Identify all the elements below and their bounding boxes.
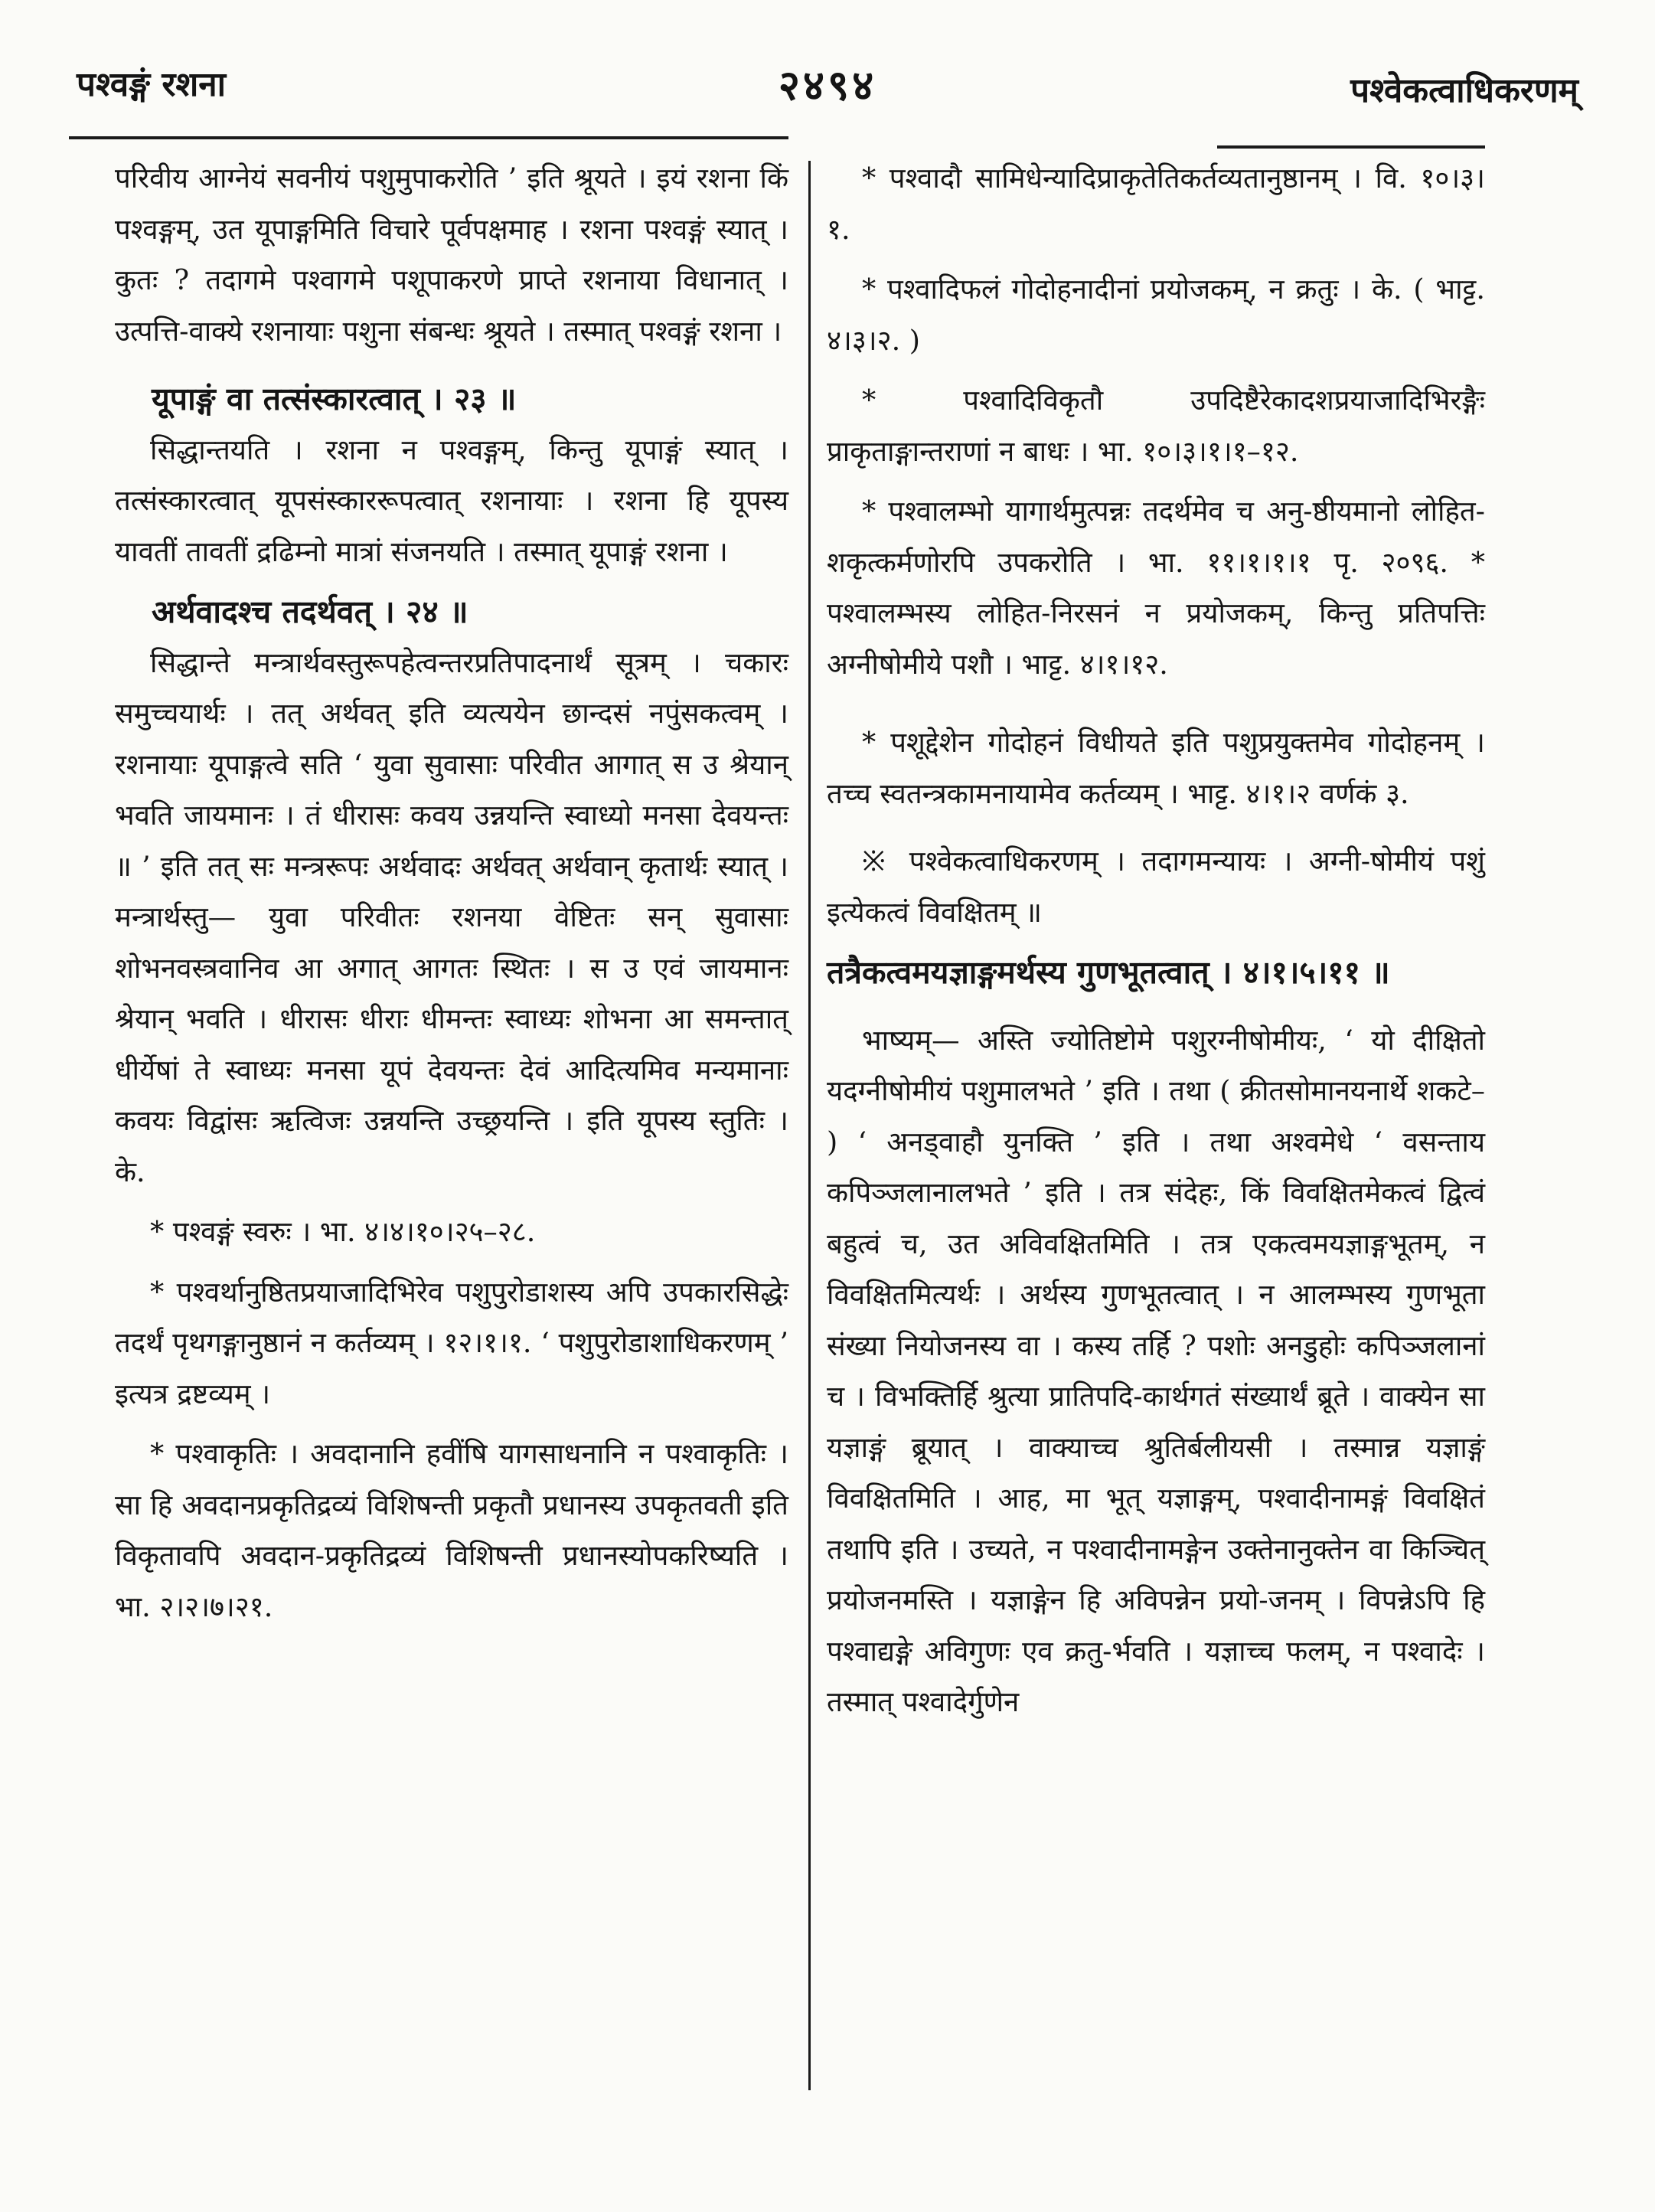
- left-column: [115, 153, 788, 1632]
- adhikarana-title: ※ पश्वेकत्वाधिकरणम् । तदागमन्यायः । अग्नी-षोमीयं पशुं इत्येकत्वं विवक्षितम् ॥: [827, 845, 1485, 929]
- column-divider: [808, 161, 811, 2090]
- paragraph: परिवीय आग्नेयं सवनीयं पशुमुपाकरोति ’ इति श्रूयते । इयं रशना किं पश्वङ्गम्, उत यूपाङ्गमिति विचारे पूर्वपक्षमाह । रशना पश्वङ्गं स्यात् । कुतः ? तदागमे पश्वागमे पशूपाकरणे प्राप्ते रशनाया विधानात् । उत्पत्ति-वाक्ये रशनायाः पशुना संबन्धः श्रूयते । तस्मात् पश्वङ्गं रशना ।: [115, 162, 788, 348]
- cross-reference: * पश्वाकृतिः । अवदानानि हवींषि यागसाधनानि न पश्वाकृतिः । सा हि अवदानप्रकृतिद्रव्यं विशिषन्ती प्रकृतौ प्रधानस्य उपकृतवती इति विकृतावपि अवदान-प्रकृतिद्रव्यं विशिषन्ती प्रधानस्योपकरिष्यति । भा. २।२।७।२१.: [115, 1437, 788, 1623]
- sutra-heading: अर्थवादश्च तदर्थवत् । २४ ॥: [152, 593, 468, 630]
- cross-reference: * पशूद्देशेन गोदोहनं विधीयते इति पशुप्रयुक्तमेव गोदोहनम् । तच्च स्वतन्त्रकामनायामेव कर्तव्यम् । भाट्ट. ४।१।२ वर्णकं ३.: [827, 726, 1485, 810]
- cross-reference: * पश्वादिफलं गोदोहनादीनां प्रयोजकम्, न क्रतुः । के. ( भाट्ट. ४।३।२. ): [827, 273, 1485, 357]
- sutra-heading: यूपाङ्गं वा तत्संस्कारत्वात् । २३ ॥: [152, 381, 517, 417]
- header-rule-left: [69, 136, 788, 139]
- page-header: [77, 60, 1578, 121]
- paragraph: सिद्धान्ते मन्त्रार्थवस्तुरूपहेत्वन्तरप्रतिपादनार्थं सूत्रम् । चकारः समुच्चयार्थः । तत् अर्थवत् इति व्यत्ययेन छान्दसं नपुंसकत्वम् । रशनायाः यूपाङ्गत्वे सति ‘ युवा सुवासाः परिवीत आगात् स उ श्रेयान् भवति जायमानः । तं धीरासः कवय उन्नयन्ति स्वाध्यो मनसा देवयन्तः ॥ ’ इति तत् सः मन्त्ररूपः अर्थवादः अर्थवत् अर्थवान् कृतार्थः स्यात् । मन्त्रार्थस्तु— युवा परिवीतः रशनया वेष्टितः सन् सुवासाः शोभनवस्त्रवानिव आ अगात् आगतः स्थितः । स उ एवं जायमानः श्रेयान् भवति । धीरासः धीराः धीमन्तः स्वाध्यः शोभना आ समन्तात् धीर्येषां ते स्वाध्यः मनसा यूपं देवयन्तः देवं आदित्यमिव मन्यमानाः कवयः विद्वांसः ऋत्विजः उन्नयन्ति उच्छ्रयन्ति । इति यूपस्य स्तुतिः । के.: [115, 645, 788, 1188]
- sutra-heading: तत्रैकत्वमयज्ञाङ्गमर्थस्य गुणभूतत्वात् । ४।१।५।११ ॥: [827, 954, 1390, 991]
- page-number: २४९४: [778, 60, 877, 109]
- header-rule-right: [1217, 145, 1485, 149]
- right-column: [827, 153, 1485, 1728]
- paragraph: सिद्धान्तयति । रशना न पश्वङ्गम्, किन्तु यूपाङ्गं स्यात् । तत्संस्कारत्वात् यूपसंस्काररूपत्वात् रशनायाः । रशना हि यूपस्य यावतीं तावतीं द्रढिम्नो मात्रां संजनयति । तस्मात् यूपाङ्गं रशना ।: [115, 433, 788, 568]
- running-head-right: पश्वेकत्वाधिकरणम्: [1350, 71, 1578, 110]
- running-head-left: पश्वङ्गं रशना: [77, 65, 227, 104]
- bhashya-paragraph: भाष्यम्— अस्ति ज्योतिष्टोमे पशुरग्नीषोमीयः, ‘ यो दीक्षितो यदग्नीषोमीयं पशुमालभते ’ इति । तथा ( क्रीतसोमानयनार्थे शकटे– ) ‘ अनड्वाहौ युनक्ति ’ इति । तथा अश्वमेधे ‘ वसन्ताय कपिञ्जलानालभते ’ इति । तत्र संदेहः, किं विवक्षितमेकत्वं द्वित्वं बहुत्वं च, उत अविवक्षितमिति । तत्र एकत्वमयज्ञाङ्गभूतम्, न विवक्षितमित्यर्थः । अर्थस्य गुणभूतत्वात् । न आलम्भस्य गुणभूता संख्या नियोजनस्य वा । कस्य तर्हि ? पशोः अनडुहोः कपिञ्जलानां च । विभक्तिर्हि श्रुत्या प्रातिपदि-कार्थगतं संख्यार्थं ब्रूते । वाक्येन सा यज्ञाङ्गं ब्रूयात् । वाक्याच्च श्रुतिर्बलीयसी । तस्मान्न यज्ञाङ्गं विवक्षितमिति । आह, मा भूत् यज्ञाङ्गम्, पश्वादीनामङ्गं विवक्षितं तथापि इति । उच्यते, न पश्वादीनामङ्गेन उक्तेनानुक्तेन वा किञ्चित् प्रयोजनमस्ति । यज्ञाङ्गेन हि अविपन्नेन प्रयो-जनम् । विपन्नेऽपि हि पश्वाद्यङ्गे अविगुणः एव क्रतु-र्भवति । यज्ञाच्च फलम्, न पश्वादेः । तस्मात् पश्वादेर्गुणेन: [827, 1023, 1485, 1718]
- cross-reference: * पश्वर्थानुष्ठितप्रयाजादिभिरेव पशुपुरोडाशस्य अपि उपकारसिद्धेः तदर्थं पृथगङ्गानुष्ठानं न कर्तव्यम् । १२।१।१. ‘ पशुपुरोडाशाधिकरणम् ’ इत्यत्र द्रष्टव्यम् ।: [115, 1275, 788, 1410]
- cross-reference: * पश्वादौ सामिधेन्यादिप्राकृतेतिकर्तव्यतानुष्ठानम् । वि. १०।३।१.: [827, 162, 1485, 246]
- cross-reference: * पश्वालम्भो यागार्थमुत्पन्नः तदर्थमेव च अनु-ष्ठीयमानो लोहित-शकृत्कर्मणोरपि उपकरोति । भा. ११।१।१।१ पृ. २०९६. * पश्वालम्भस्य लोहित-निरसनं न प्रयोजकम्, किन्तु प्रतिपत्तिः अग्नीषोमीये पशौ । भाट्ट. ४।१।१२.: [827, 495, 1485, 681]
- cross-reference: * पश्वङ्गं स्वरुः । भा. ४।४।१०।२५–२८.: [150, 1215, 536, 1248]
- cross-reference: * पश्वादिविकृतौ उपदिष्टैरेकादशप्रयाजादिभिरङ्गैः प्राकृताङ्गान्तराणां न बाधः । भा. १०।३।१।१–१२.: [827, 384, 1485, 468]
